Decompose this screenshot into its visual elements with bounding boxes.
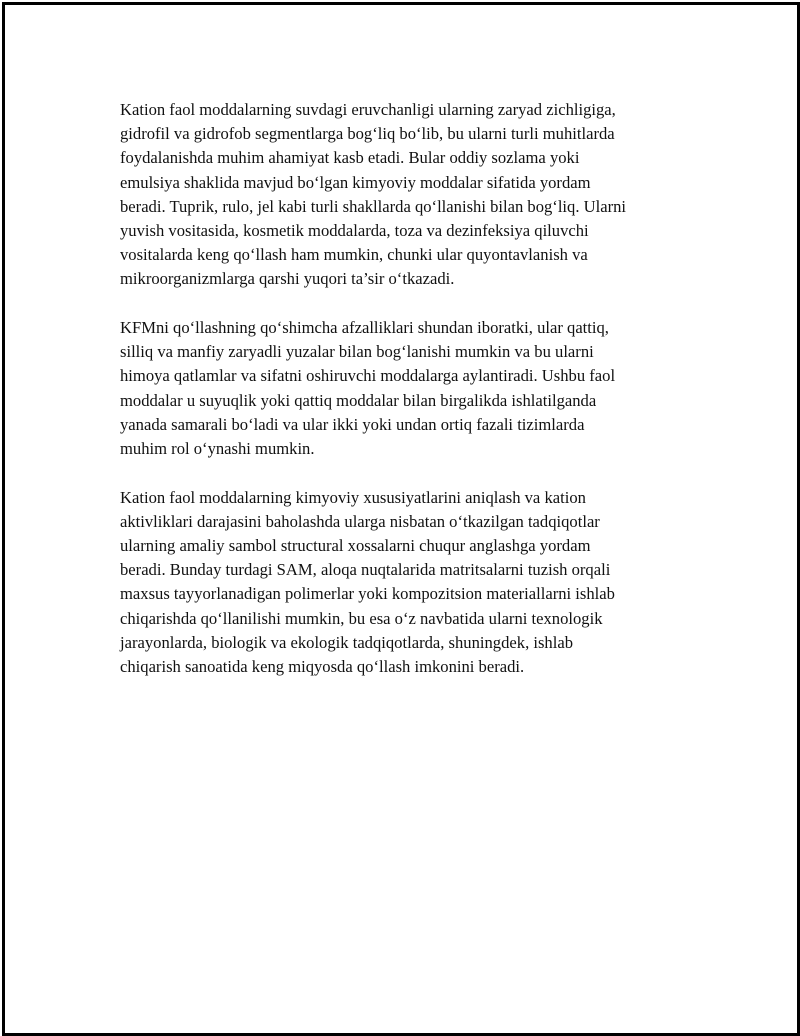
paragraph-3: Kation faol moddalarning kimyoviy xususiyatlarini aniqlash va kation aktivliklari darajasini baholashda ularga nisbatan o‘tkazilgan tadqiqotlar ularning amaliy sambol structural xossalarni chuqur anglashga yordam beradi. Bunday turdagi SAM, aloqa nuqtalarida matritsalarni tuzish orqali maxsus tayyorlanadigan polimerlar yoki kompozitsion materiallarni ishlab chiqarishda qo‘llanilishi mumkin, bu esa o‘z navbatida ularni texnologik jarayonlarda, biologik va ekologik tadqiqotlarda, shuningdek, ishlab chiqarish sanoatida keng miqyosda qo‘llash imkonini beradi. (120, 487, 615, 677)
paragraph-1: Kation faol moddalarning suvdagi eruvchanligi ularning zaryad zichligiga, gidrofil va gidrofob segmentlarga bog‘liq bo‘lib, bu ularni turli muhitlarda foydalanishda muhim ahamiyat kasb etadi. Bular oddiy sozlama yoki emulsiya shaklida mavjud bo‘lgan kimyoviy moddalar sifatida yordam beradi. Tuprik, rulo, jel kabi turli shakllarda qo‘llanishi bilan bog‘liq. Ularni yuvish vositasida, kosmetik moddalarda, toza va dezinfeksiya qiluvchi vositalarda keng qo‘llash ham mumkin, chunki ular quyontavlanish va mikroorganizmlarga qarshi yuqori ta’sir o‘tkazadi. (120, 100, 627, 289)
page-border (2, 2, 800, 1036)
paragraph-2: KFMni qo‘llashning qo‘shimcha afzalliklari shundan iboratki, ular qattiq, silliq va manfiy zaryadli yuzalar bilan bog‘lanishi mumkin va bu ularni himoya qatlamlar va sifatni oshiruvchi moddalarga aylantiradi. Ushbu faol moddalar u suyuqlik yoki qattiq moddalar bilan birgalikda ishlatilganda yanada samarali bo‘ladi va ular ikki yoki undan ortiq fazali tizimlarda muhim rol o‘ynashi mumkin. (120, 318, 616, 459)
document-body (120, 98, 690, 704)
